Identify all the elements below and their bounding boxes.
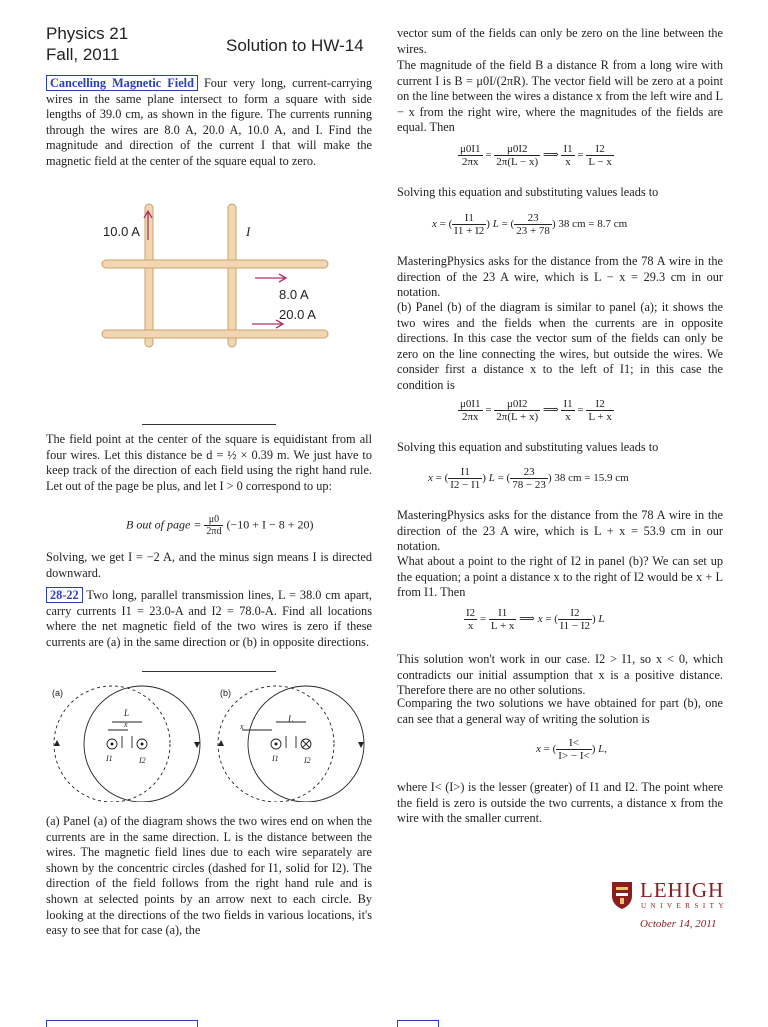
- panel-b-I2: I2: [304, 756, 311, 765]
- panel-a-label: (a): [52, 688, 63, 698]
- eq2-a-n: I1: [452, 212, 486, 225]
- eq4-res: 38 cm = 15.9 cm: [554, 472, 629, 485]
- eq5-l1d: x: [467, 620, 474, 632]
- wire-square-figure: [100, 200, 330, 350]
- label-20a: 20.0 A: [279, 307, 316, 322]
- eq4-b-d: 78 − 23: [512, 479, 546, 491]
- problem2-block: [46, 588, 372, 650]
- eq1-r1d: x: [565, 156, 571, 168]
- right-para11: where I< (I>) is the lesser (greater) of I1 and I2. The point where the field is zero is outside the two currents, a distance x from the wire with the smaller current.: [397, 780, 723, 826]
- eq-result-a: x = ( $\frac{I1}{I1 + I2}$ ) L = ( $\frac{23}{23 + 78}$ ) 38 cm = 8.7 cm: [432, 212, 628, 237]
- divider-2: [142, 671, 276, 672]
- eq2-b-d: 23 + 78: [516, 225, 550, 237]
- eq5-l2n: I1: [489, 607, 517, 620]
- eq-opposite-left: $\frac{\mu 0I1}{2\pi x}$ = $\frac{\mu 0I2}{2\pi(L + x)}$ ⟹ $\frac{I1}{x}$ = $\frac{I2}{L + x}$: [460, 398, 612, 423]
- panel-b-L: L: [288, 714, 294, 724]
- eq-b-out-of-page: [126, 514, 314, 537]
- panel-a-I1: I1: [106, 754, 113, 763]
- right-para3: Solving this equation and substituting values leads to: [397, 185, 659, 199]
- eq1-l1d: 2πx: [462, 156, 479, 168]
- eq-bout-lhs: B out of page =: [126, 517, 202, 532]
- eq3-r2d: L + x: [588, 411, 612, 423]
- eq4-a-n: I1: [448, 466, 482, 479]
- eq2-a-d: I1 + I2: [454, 225, 485, 237]
- problem2-label: 28-22: [46, 587, 83, 603]
- eq3-l1d: 2πx: [462, 411, 479, 423]
- lehigh-shield-icon: [610, 880, 634, 910]
- eq-same-direction: $\frac{\mu 0I1}{2\pi x}$ = $\frac{\mu 0I2}{2\pi(L - x)}$ ⟹ $\frac{I1}{x}$ = $\frac{I2}{L - x}$: [460, 143, 612, 168]
- right-para1: vector sum of the fields can only be zero on the line between the wires.: [397, 26, 723, 56]
- eq-bout-num: μ0: [204, 514, 223, 526]
- label-8a: 8.0 A: [279, 287, 309, 302]
- eq5-r1n: I2: [558, 607, 592, 620]
- field-lines-diagram: [44, 684, 384, 802]
- panel-a-I2: I2: [139, 756, 146, 765]
- panel-b-label: (b): [220, 688, 231, 698]
- eq3-l1n: μ0I1: [460, 398, 481, 410]
- panel-a-L: L: [124, 708, 130, 718]
- eq5-l2d: L + x: [490, 620, 515, 632]
- panel-a-x: x: [124, 720, 128, 729]
- right-para4: MasteringPhysics asks for the distance from the 78 A wire in the direction of the 23 A wire, which is L − x = 29.3 cm in our notation.: [397, 254, 723, 300]
- wire-horizontal-bottom: [102, 330, 328, 338]
- course-title: Physics 21: [46, 24, 129, 43]
- wire-horizontal-top: [102, 260, 328, 268]
- eq1-r1n: I1: [563, 143, 573, 155]
- eq2-b-n: 23: [514, 212, 552, 225]
- course-term: Fall, 2011: [46, 45, 120, 64]
- page-date: October 14, 2011: [640, 918, 717, 930]
- wire-vertical-right: [228, 204, 236, 347]
- problem1-block: [46, 76, 372, 170]
- eq1-l1n: μ0I1: [460, 143, 481, 155]
- lehigh-logo-name: LEHIGH: [640, 878, 725, 902]
- right-para2: The magnitude of the field B a distance R from a long wire with current I is B = μ0I/(2πR). The vector field will be zero at a point on the line between the wires a distance x from the left wire and L − x from the right wire, where the magnitudes of the fields are equal. Then: [397, 58, 723, 135]
- label-I: I: [246, 224, 251, 239]
- lehigh-logo-sub: UNIVERSITY: [641, 902, 728, 910]
- eq1-r2n: I2: [586, 143, 614, 156]
- eq1-r2d: L − x: [588, 156, 612, 168]
- eq2-res: 38 cm = 8.7 cm: [558, 218, 628, 231]
- divider-1: [142, 424, 276, 425]
- wire-vertical-left: [145, 204, 153, 347]
- eq1-l2n: μ0I2: [494, 143, 540, 156]
- page-title: Solution to HW-14: [226, 36, 364, 55]
- eq6-tail: L,: [598, 743, 607, 756]
- eq3-r1n: I1: [563, 398, 573, 410]
- right-para5: (b) Panel (b) of the diagram is similar to panel (a); it shows the two wires and the fields when the currents are in opposite directions. In this case the vector sum of the fields can only be zero on the line connecting the wires, but outside the wires. We consider first a distance x to the left of I1; in this case the condition is: [397, 300, 723, 392]
- eq6-d: I> − I<: [558, 750, 590, 762]
- right-para6: Solving this equation and substituting values leads to: [397, 440, 659, 454]
- eq3-l2n: μ0I2: [494, 398, 540, 411]
- eq5-r1d: I1 − I2: [559, 620, 590, 632]
- right-para8: What about a point to the right of I2 in panel (b)? We can set up the equation; a point a distance x to the right of I2 would be x + L from I1. Then: [397, 554, 723, 600]
- p1-solution-b: Solving, we get I = −2 A, and the minus sign means I is directed downward.: [46, 550, 372, 580]
- problem1-text: Four very long, current-carrying wires in the same plane intersect to form a square with side lengths of 39.0 cm, as shown in the figure. The currents running through the wires are 8.0 A, 20.0 A, 10.0 A, and I. Find the magnitude and direction of the current I that will make the magnetic field at the center of the square equal to zero.: [46, 76, 372, 168]
- eq3-r1d: x: [565, 411, 571, 423]
- eq6-n: I<: [556, 737, 591, 750]
- eq-bout-rhs: (−10 + I − 8 + 20): [226, 517, 314, 532]
- panel-b-x: x: [240, 722, 244, 731]
- label-10a: 10.0 A: [103, 224, 140, 239]
- right-para7: MasteringPhysics asks for the distance from the 78 A wire in the direction of the 23 A wire, which is L + x = 53.9 cm in our notation.: [397, 508, 723, 554]
- problem1-label: Cancelling Magnetic Field: [46, 75, 198, 91]
- eq1-l2d: 2π(L − x): [496, 156, 539, 168]
- p2-solution-a: (a) Panel (a) of the diagram shows the two wires end on when the currents are in the same direction. L is the distance between the wires. The magnetic field lines due to each wire separately are shown by the concentric circles (dashed for I1, solid for I2). The direction of the field follows from the right hand rule and is shown at selected points by an arrow next to each circle. By looking at the directions of the two fields in various locations, it's easy to see that for case (a), the: [46, 814, 372, 938]
- right-para10: Comparing the two solutions we have obtained for part (b), one can see that a general way of writing the solution is: [397, 696, 723, 726]
- eq4-b-n: 23: [510, 466, 548, 479]
- right-para9: This solution won't work in our case. I2 > I1, so x < 0, which contradicts our initial assumption that x is a positive distance. Therefore there are no other solutions.: [397, 652, 723, 698]
- eq-right-of-I2: $\frac{I2}{x}$ = $\frac{I1}{L + x}$ ⟹ x = ( $\frac{I2}{I1 - I2}$ ) L: [466, 607, 605, 632]
- eq4-a-d: I2 − I1: [450, 479, 481, 491]
- p1-solution-a: The field point at the center of the square is equidistant from all four wires. Let this distance be d = ½ × 0.39 m. We just have to keep track of the direction of each field using the right hand rule. Let out of the page be plus, and let I > 0 correspond to up:: [46, 432, 372, 493]
- eq-bout-den: 2πd: [206, 526, 222, 537]
- eq-general: x = ( $\frac{I<}{I> - I<}$ ) L,: [536, 737, 607, 762]
- eq5-tail: L: [598, 613, 605, 626]
- eq5-l1n: I2: [466, 607, 476, 619]
- panel-b-I1: I1: [272, 754, 279, 763]
- eq3-r2n: I2: [586, 398, 614, 411]
- problem2-text: Two long, parallel transmission lines, L = 38.0 cm apart, carry currents I1 = 23.0-A and I2 = 78.0-A. Find all locations where the net magnetic field of the two wires is zero if these currents are (a) in the same direction or (b) in opposite directions.: [46, 588, 372, 649]
- eq-result-b: x = ( $\frac{I1}{I2 - I1}$ ) L = ( $\frac{23}{78 - 23}$ ) 38 cm = 15.9 cm: [428, 466, 629, 491]
- eq3-l2d: 2π(L + x): [496, 411, 539, 423]
